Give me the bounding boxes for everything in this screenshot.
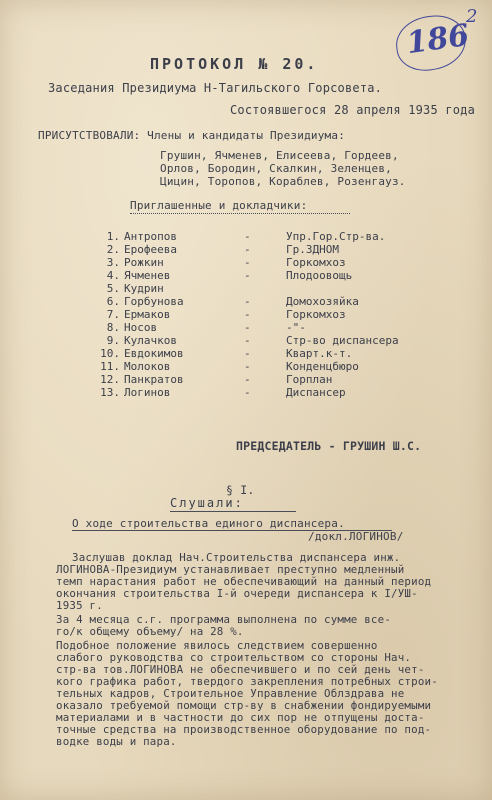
body-line: За 4 месяца с.г. программа выполнена по сумме все- bbox=[56, 613, 392, 626]
invited-role: Горплан bbox=[286, 373, 333, 386]
invited-name: Ячменев bbox=[124, 269, 171, 282]
invited-dash: - bbox=[244, 334, 251, 347]
body-line: слабого руководства со строительством со стороны Нач. bbox=[56, 651, 412, 664]
invited-dash: - bbox=[244, 360, 251, 373]
invited-name: Рожкин bbox=[124, 256, 164, 269]
protocol-title: ПРОТОКОЛ № 20. bbox=[150, 55, 319, 73]
invited-dash: - bbox=[244, 256, 251, 269]
invited-name: Панкратов bbox=[124, 373, 184, 386]
invited-name: Ермаков bbox=[124, 308, 171, 321]
invited-dash: - bbox=[244, 386, 251, 399]
invited-row bbox=[0, 334, 492, 347]
invited-row bbox=[0, 386, 492, 399]
invited-row bbox=[0, 256, 492, 269]
invited-number: 2. bbox=[106, 243, 120, 256]
invited-role: Стр-во диспансера bbox=[286, 334, 399, 347]
invited-number: 8. bbox=[106, 321, 120, 334]
chairman-line: ПРЕДСЕДАТЕЛЬ - ГРУШИН Ш.С. bbox=[236, 439, 422, 453]
invited-name: Антропов bbox=[124, 230, 177, 243]
heard-underline bbox=[170, 511, 296, 512]
body-line: тельных кадров, Строительное Управление Облздрава не bbox=[56, 687, 405, 700]
invited-heading: Приглашенные и докладчики: bbox=[130, 199, 308, 212]
invited-name: Кулачков bbox=[124, 334, 177, 347]
invited-dash: - bbox=[244, 243, 251, 256]
archive-number: 186 bbox=[404, 17, 472, 62]
invited-dash: - bbox=[244, 230, 251, 243]
invited-role: Конденцбюро bbox=[286, 360, 359, 373]
invited-role: Горкомхоз bbox=[286, 308, 346, 321]
invited-dash: - bbox=[244, 295, 251, 308]
body-line: окончания строительства I-й очереди диспансера к I/УШ- bbox=[56, 587, 418, 600]
invited-number: 10. bbox=[100, 347, 120, 360]
corner-page-mark: 2 bbox=[466, 6, 478, 27]
body-line: водке воды и пара. bbox=[56, 735, 177, 748]
body-line: стр-ва тов.ЛОГИНОВА не обеспечившего и по сей день чет- bbox=[56, 663, 425, 676]
body-line: 1935 г. bbox=[56, 599, 103, 612]
invited-name: Носов bbox=[124, 321, 158, 334]
invited-number: 1. bbox=[106, 230, 120, 243]
invited-role: Горкомхоз bbox=[286, 256, 346, 269]
invited-number: 11. bbox=[100, 360, 120, 373]
invited-row bbox=[0, 308, 492, 321]
invited-number: 6. bbox=[106, 295, 120, 308]
body-line: Заслушав доклад Нач.Строительства диспансера инж. bbox=[72, 551, 401, 564]
protocol-date-line: Состоявшегося 28 апреля 1935 года bbox=[230, 103, 476, 117]
invited-role: Плодоовощь bbox=[286, 269, 353, 282]
section-number: § I. bbox=[226, 483, 255, 497]
invited-number: 4. bbox=[106, 269, 120, 282]
invited-dash: - bbox=[244, 269, 251, 282]
section-speaker: /докл.ЛОГИНОВ/ bbox=[308, 530, 404, 543]
present-members-row: Орлов, Бородин, Скалкин, Зеленцев, bbox=[160, 162, 392, 175]
present-members-row: Цицин, Торопов, Кораблев, Розенгауз. bbox=[160, 175, 406, 188]
invited-number: 9. bbox=[106, 334, 120, 347]
invited-row bbox=[0, 243, 492, 256]
invited-name: Кудрин bbox=[124, 282, 164, 295]
invited-row bbox=[0, 295, 492, 308]
invited-row bbox=[0, 360, 492, 373]
invited-heading-underline bbox=[130, 213, 350, 214]
protocol-subtitle: Заседания Президиума Н-Тагильского Горсовета. bbox=[48, 81, 383, 95]
invited-dash: - bbox=[244, 373, 251, 386]
invited-dash: - bbox=[244, 308, 251, 321]
invited-row bbox=[0, 269, 492, 282]
invited-number: 5. bbox=[106, 282, 120, 295]
invited-role: Домохозяйка bbox=[286, 295, 359, 308]
body-line: темп нарастания работ не обеспечивающий на данный период bbox=[56, 575, 432, 588]
invited-dash: - bbox=[244, 321, 251, 334]
body-line: го/к общему объему/ на 28 %. bbox=[56, 625, 244, 638]
invited-row bbox=[0, 321, 492, 334]
invited-role: Кварт.к-т. bbox=[286, 347, 353, 360]
invited-row bbox=[0, 347, 492, 360]
invited-number: 13. bbox=[100, 386, 120, 399]
invited-number: 7. bbox=[106, 308, 120, 321]
body-line: кого графика работ, твердого закрепления потребных строи- bbox=[56, 675, 438, 688]
body-line: точные средства на производственное оборудование по под- bbox=[56, 723, 432, 736]
invited-role: Диспансер bbox=[286, 386, 346, 399]
invited-role: -"- bbox=[286, 321, 306, 334]
present-label: ПРИСУТСТВОВАЛИ: Члены и кандидаты Президиума: bbox=[38, 129, 346, 142]
invited-name: Молоков bbox=[124, 360, 171, 373]
invited-row bbox=[0, 230, 492, 243]
body-line: оказало требуемой помощи стр-ву в снабжении фондируемыми bbox=[56, 699, 432, 712]
section-topic: О ходе строительства единого диспансера. bbox=[72, 517, 345, 530]
body-line: ЛОГИНОВА-Президиум устанавливает преступно медленный bbox=[56, 563, 405, 576]
body-line: Подобное положение явилось следствием совершенно bbox=[56, 639, 378, 652]
body-line: материалами и в частности до сих пор не отпущены доста- bbox=[56, 711, 425, 724]
section-heard-label: Слушали: bbox=[170, 496, 244, 510]
invited-name: Горбунова bbox=[124, 295, 184, 308]
invited-dash: - bbox=[244, 347, 251, 360]
invited-name: Евдокимов bbox=[124, 347, 184, 360]
archive-number-stamp bbox=[393, 11, 470, 74]
invited-role: Гр.ЗДНОМ bbox=[286, 243, 339, 256]
invited-number: 12. bbox=[100, 373, 120, 386]
invited-row bbox=[0, 373, 492, 386]
invited-row bbox=[0, 282, 492, 295]
invited-name: Ерофеева bbox=[124, 243, 177, 256]
present-members-row: Грушин, Ячменев, Елисеева, Гордеев, bbox=[160, 149, 399, 162]
invited-number: 3. bbox=[106, 256, 120, 269]
invited-name: Логинов bbox=[124, 386, 171, 399]
invited-role: Упр.Гор.Стр-ва. bbox=[286, 230, 386, 243]
